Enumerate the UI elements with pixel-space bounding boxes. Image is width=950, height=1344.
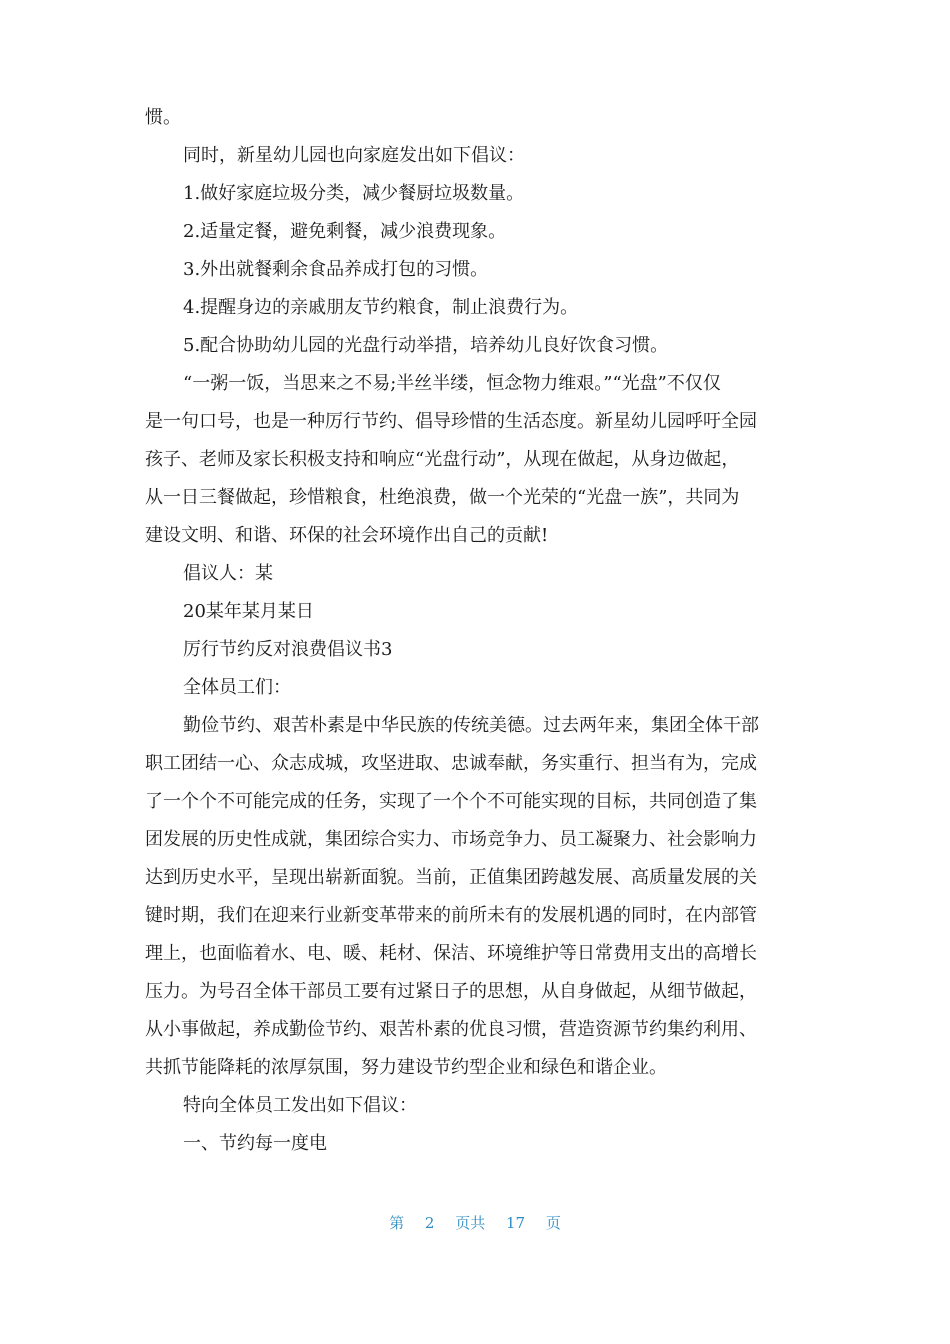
text-line: “一粥一饭，当思来之不易;半丝半缕，恒念物力维艰。”“光盘”不仅仅 — [183, 373, 721, 394]
text-line: 是一句口号，也是一种厉行节约、倡导珍惜的生活态度。新星幼儿园呼吁全园 — [145, 411, 757, 432]
subheading: 一、节约每一度电 — [183, 1133, 327, 1154]
total-pages-number: 17 — [506, 1214, 526, 1232]
page-number — [0, 1208, 950, 1238]
list-item: 3.外出就餐剩余食品养成打包的习惯。 — [183, 259, 489, 280]
list-item: 4.提醒身边的亲戚朋友节约粮食，制止浪费行为。 — [183, 297, 579, 318]
text-line: 压力。为号召全体干部员工要有过紧日子的思想，从自身做起，从细节做起， — [145, 981, 757, 1002]
list-item: 1.做好家庭垃圾分类，减少餐厨垃圾数量。 — [183, 183, 525, 204]
text-line: 了一个个不可能完成的任务，实现了一个个不可能实现的目标，共同创造了集 — [145, 791, 757, 812]
text-line: 共抓节能降耗的浓厚氛围，努力建设节约型企业和绿色和谐企业。 — [145, 1057, 667, 1078]
salutation: 全体员工们： — [183, 677, 291, 698]
page-label-middle: 页共 — [455, 1214, 486, 1232]
date-line: 20某年某月某日 — [183, 601, 314, 622]
page-label-suffix: 页 — [545, 1214, 561, 1232]
text-line: 团发展的历史性成就，集团综合实力、市场竞争力、员工凝聚力、社会影响力 — [145, 829, 757, 850]
text-line: 勤俭节约、艰苦朴素是中华民族的传统美德。过去两年来，集团全体干部 — [183, 715, 759, 736]
document-body — [145, 99, 807, 1163]
list-item: 2.适量定餐，避免剩餐，减少浪费现象。 — [183, 221, 507, 242]
text-line: 理上，也面临着水、电、暖、耗材、保洁、环境维护等日常费用支出的高增长 — [145, 943, 757, 964]
text-line: 达到历史水平，呈现出崭新面貌。当前，正值集团跨越发展、高质量发展的关 — [145, 867, 757, 888]
text-line: 特向全体员工发出如下倡议： — [183, 1095, 417, 1116]
text-line: 从小事做起，养成勤俭节约、艰苦朴素的优良习惯，营造资源节约集约利用、 — [145, 1019, 757, 1040]
page-label-prefix: 第 — [389, 1214, 405, 1232]
section-title: 厉行节约反对浪费倡议书3 — [183, 639, 393, 660]
text-line: 惯。 — [145, 107, 181, 128]
text-line: 孩子、老师及家长积极支持和响应“光盘行动”，从现在做起，从身边做起， — [145, 449, 740, 470]
text-line: 职工团结一心、众志成城，攻坚进取、忠诚奉献，务实重行、担当有为，完成 — [145, 753, 757, 774]
list-item: 5.配合协助幼儿园的光盘行动举措，培养幼儿良好饮食习惯。 — [183, 335, 669, 356]
text-line: 键时期，我们在迎来行业新变革带来的前所未有的发展机遇的同时，在内部管 — [145, 905, 757, 926]
text-line: 从一日三餐做起，珍惜粮食，杜绝浪费，做一个光荣的“光盘一族”，共同为 — [145, 487, 740, 508]
text-line: 同时，新星幼儿园也向家庭发出如下倡议： — [183, 145, 525, 166]
signature-line: 倡议人：某 — [183, 563, 273, 584]
text-line: 建设文明、和谐、环保的社会环境作出自己的贡献! — [145, 525, 549, 546]
current-page-number: 2 — [424, 1214, 435, 1232]
